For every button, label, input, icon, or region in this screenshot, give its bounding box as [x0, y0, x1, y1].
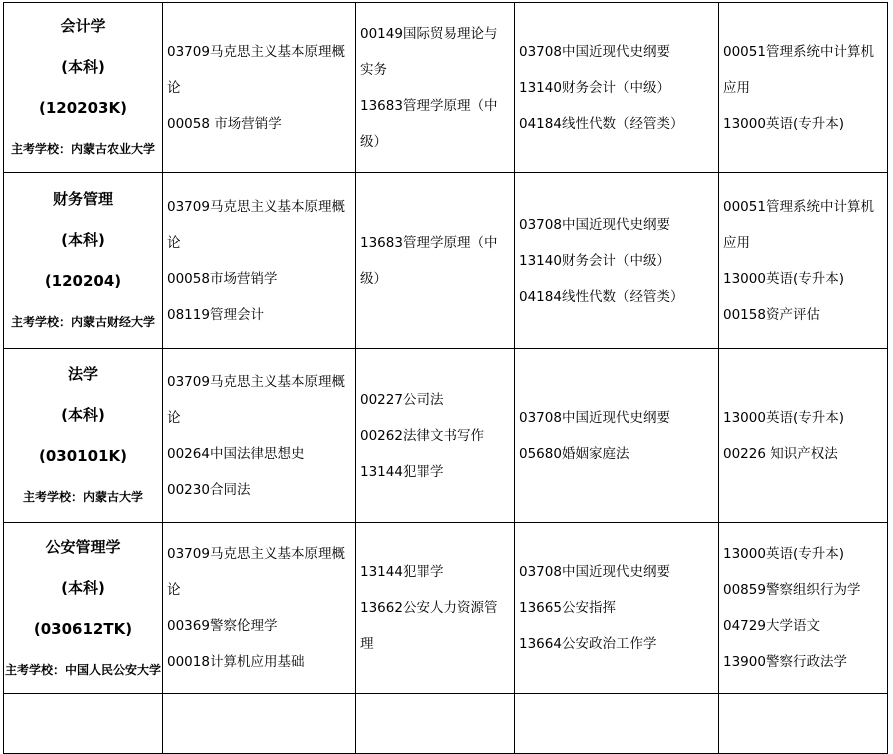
- table-row: [4, 3, 888, 173]
- course-cell-slot2: [356, 523, 515, 694]
- major-code: (030612TK): [33, 619, 133, 638]
- course-cell-slot1: [163, 349, 356, 523]
- course-item: 03708中国近现代史纲要: [519, 216, 670, 233]
- course-item: 13665公安指挥: [519, 600, 616, 616]
- exam-course-table: [3, 2, 888, 754]
- course-item: 13000英语(专升本): [723, 270, 844, 287]
- course-item: 13000英语(专升本): [723, 409, 844, 426]
- table-row: [4, 173, 888, 349]
- course-cell-slot3: [515, 523, 719, 694]
- course-item: 08119管理会计: [167, 306, 264, 323]
- course-cell-slot2: [356, 3, 515, 173]
- course-item: 03709马克思主义基本原理概论: [167, 43, 345, 96]
- course-item: 13683管理学原理（中级）: [360, 234, 498, 287]
- course-cell-slot4: [719, 349, 888, 523]
- course-item: 13140财务会计（中级）: [519, 79, 670, 96]
- course-item: 00058 市场营销学: [167, 115, 282, 132]
- course-item: 04184线性代数（经管类）: [519, 288, 684, 305]
- course-item: 13144犯罪学: [360, 463, 444, 480]
- table-row: [4, 349, 888, 523]
- course-item: 13144犯罪学: [360, 564, 444, 580]
- major-cell: [4, 523, 163, 694]
- course-item: 00226 知识产权法: [723, 445, 838, 462]
- course-item: 13683管理学原理（中级）: [360, 97, 498, 150]
- course-item: 04729大学语文: [723, 618, 820, 634]
- course-item: 00158资产评估: [723, 306, 820, 323]
- major-school: 主考学校：内蒙古财经大学: [10, 315, 155, 329]
- major-code: (120204): [44, 272, 122, 290]
- major-cell: [4, 173, 163, 349]
- course-cell-slot2: [356, 173, 515, 349]
- major-cell: [4, 3, 163, 173]
- course-cell-slot2: [356, 349, 515, 523]
- major-name: 公安管理学: [45, 537, 121, 556]
- course-cell-slot1: [163, 173, 356, 349]
- table-row: [4, 523, 888, 694]
- major-level: (本科): [61, 58, 105, 76]
- course-item: 00859警察组织行为学: [723, 582, 861, 598]
- major-school: 主考学校：中国人民公安大学: [5, 662, 162, 677]
- course-item: 03709马克思主义基本原理概论: [167, 198, 345, 251]
- course-item: 13140财务会计（中级）: [519, 252, 670, 269]
- course-item: 04184线性代数（经管类）: [519, 115, 684, 132]
- major-name: 财务管理: [52, 190, 113, 208]
- course-item: 00051管理系统中计算机应用: [723, 198, 874, 251]
- course-item: 03709马克思主义基本原理概论: [167, 546, 345, 598]
- course-cell-slot1: [163, 3, 356, 173]
- course-item: 13662公安人力资源管理: [360, 600, 498, 652]
- course-cell-slot4: [719, 3, 888, 173]
- course-cell-slot4: [719, 523, 888, 694]
- major-level: (本科): [61, 231, 105, 249]
- major-school: 主考学校：内蒙古农业大学: [10, 142, 155, 156]
- course-item: 00051管理系统中计算机应用: [723, 43, 874, 96]
- course-cell-slot1: [163, 523, 356, 694]
- course-item: 00149国际贸易理论与实务: [360, 25, 498, 78]
- course-item: 13900警察行政法学: [723, 654, 847, 670]
- course-item: 00058市场营销学: [167, 270, 278, 287]
- course-cell-slot4: [719, 173, 888, 349]
- course-item: 13000英语(专升本): [723, 115, 844, 132]
- course-item: 00262法律文书写作: [360, 427, 484, 444]
- major-code: (030101K): [39, 447, 127, 465]
- course-item: 05680婚姻家庭法: [519, 445, 630, 462]
- course-item: 00264中国法律思想史: [167, 445, 305, 462]
- major-cell: [4, 349, 163, 523]
- course-item: 03708中国近现代史纲要: [519, 564, 670, 580]
- major-level: (本科): [61, 578, 105, 597]
- course-item: 03709马克思主义基本原理概论: [167, 373, 345, 426]
- course-item: 00230合同法: [167, 481, 251, 498]
- major-level: (本科): [61, 406, 105, 424]
- major-name: 法学: [67, 365, 98, 383]
- course-item: 00018计算机应用基础: [167, 654, 305, 670]
- course-item: 00227公司法: [360, 391, 444, 408]
- major-school: 主考学校：内蒙古大学: [22, 490, 143, 504]
- major-name: 会计学: [60, 17, 106, 35]
- course-item: 13664公安政治工作学: [519, 636, 657, 652]
- course-item: 03708中国近现代史纲要: [519, 409, 670, 426]
- major-code: (120203K): [39, 99, 127, 117]
- course-cell-slot3: [515, 173, 719, 349]
- course-item: 03708中国近现代史纲要: [519, 43, 670, 60]
- course-item: 00369警察伦理学: [167, 618, 278, 634]
- course-cell-slot3: [515, 3, 719, 173]
- course-item: 13000英语(专升本): [723, 546, 844, 562]
- course-cell-slot3: [515, 349, 719, 523]
